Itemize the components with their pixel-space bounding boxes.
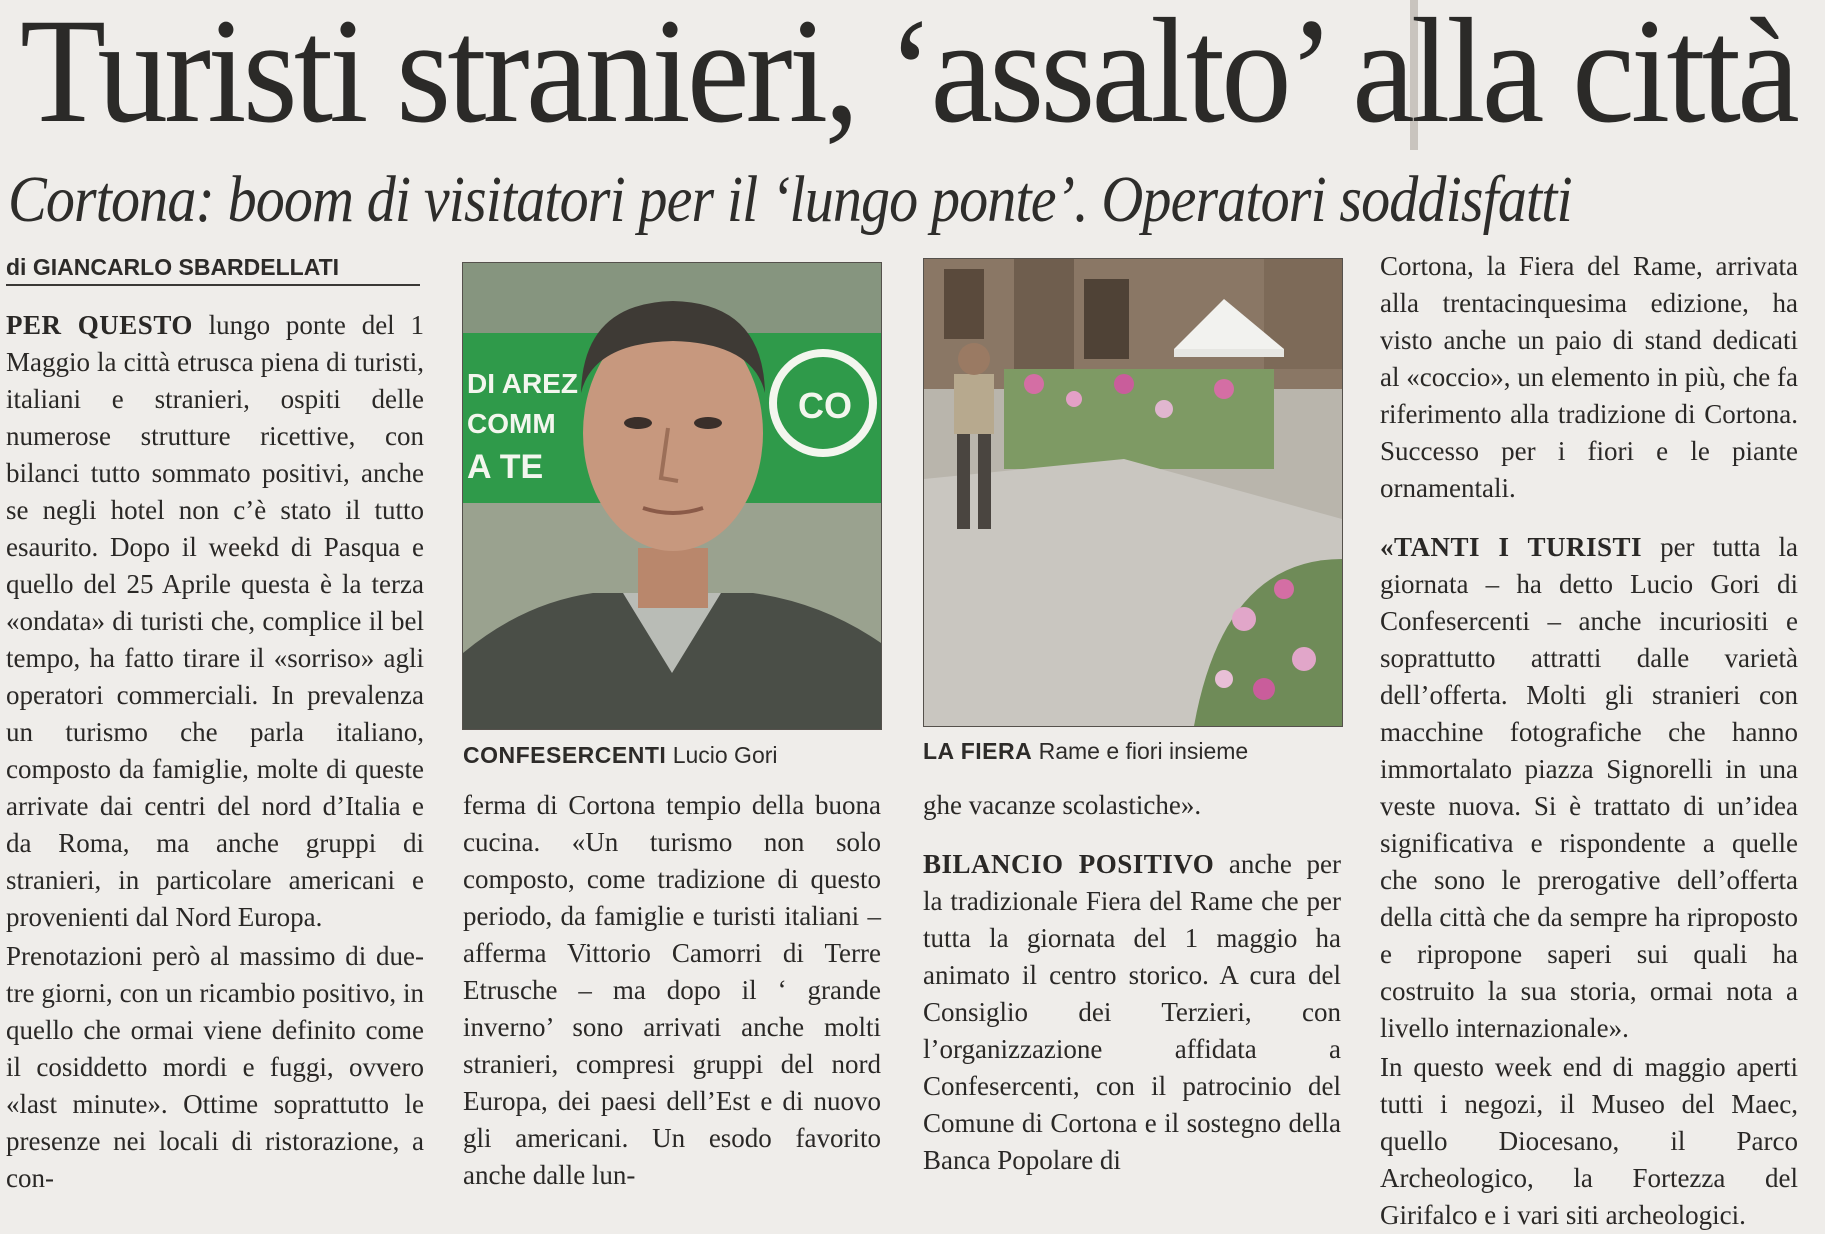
caption-lead: CONFESERCENTI — [463, 742, 667, 768]
paragraph — [463, 787, 881, 1194]
photo-caption-2 — [923, 738, 1248, 765]
paragraph-text: Prenotazioni però al massimo di due-tre giorni, con un ricambio positivo, in quello che ormai viene definito come il cosiddetto mordi e fuggi, ovvero «last minute». Ottime soprattutto le presenze nei locali di ristorazione, a con- — [6, 941, 424, 1193]
lead-in: BILANCIO POSITIVO — [923, 849, 1215, 879]
paragraph-text: Cortona, la Fiera del Rame, arrivata alla trentacinquesima edizione, ha visto anche un paio di stand dedicati al «coccio», un elemento in più, che fa riferimento alla tradizione di Cortona. Successo per i fiori e le piante ornamentali. — [1380, 251, 1798, 503]
photo-caption-1 — [463, 742, 778, 769]
lead-in: PER QUESTO — [6, 310, 193, 340]
paragraph — [1380, 1049, 1798, 1234]
article-column-3 — [923, 787, 1341, 1179]
banner-text-2: COMM — [467, 408, 556, 439]
banner-text-1: DI AREZ — [467, 368, 578, 399]
article-column-2 — [463, 787, 881, 1194]
portrait-photo — [462, 262, 882, 730]
fair-photo — [923, 258, 1343, 727]
portrait-illustration — [463, 263, 881, 729]
paragraph-text: lungo ponte del 1 Maggio la città etrusca piena di turisti, italiani e stranieri, ospiti delle numerose strutture ricettive, con bilanci tutto sommato positivi, anche se negli hotel non c’è stato il tutto esaurito. Dopo il weekd di Pasqua e quello del 25 Aprile questa è la terza «ondata» di turisti che, complice il bel tempo, ha fatto tirare il «sorriso» agli operatori commerciali. In prevalenza un turismo che parla italiano, composto da famiglie, molte di queste arrivate dai centri del nord d’Italia e da Roma, ma anche gruppi di stranieri, in particolare americani e provenienti dal Nord Europa. — [6, 310, 424, 932]
paragraph — [6, 307, 424, 936]
paragraph-text: ghe vacanze scolastiche». — [923, 790, 1202, 820]
byline: di GIANCARLO SBARDELLATI — [6, 254, 420, 286]
paragraph — [923, 787, 1341, 824]
caption-text: Lucio Gori — [672, 742, 778, 768]
paragraph — [1380, 248, 1798, 507]
caption-text: Rame e fiori insieme — [1038, 738, 1249, 764]
headline: Turisti stranieri, ‘assalto’ alla città — [20, 0, 1797, 154]
paragraph — [6, 938, 424, 1197]
paragraph-text: In questo week end di maggio aperti tutti i negozi, il Museo del Maec, quello Diocesano, il Parco Archeologico, la Fortezza del Girifalco e i vari siti archeologici. — [1380, 1052, 1798, 1230]
banner-logo: CO — [798, 385, 852, 426]
caption-lead: LA FIERA — [923, 738, 1033, 764]
article-column-4 — [1380, 248, 1798, 1234]
lead-in: «TANTI I TURISTI — [1380, 532, 1643, 562]
paragraph-text: ferma di Cortona tempio della buona cucina. «Un turismo non solo composto, come tradizione di questo periodo, da famiglie e turisti italiani – afferma Vittorio Camorri di Terre Etrusche – ma dopo il ‘ grande inverno’ sono arrivati anche molti stranieri, compresi gruppi del nord Europa, dei paesi dell’Est e di nuovo gli americani. Un esodo favorito anche dalle lun- — [463, 790, 881, 1190]
article-column-1 — [6, 307, 424, 1197]
paragraph — [923, 846, 1341, 1179]
paragraph-text: anche per la tradizionale Fiera del Rame che per tutta la giornata del 1 maggio ha animato il centro storico. A cura del Consiglio dei Terzieri, con l’organizzazione affidata a Confesercenti, con il patrocinio del Comune di Cortona e il sostegno della Banca Popolare di — [923, 849, 1341, 1175]
fair-illustration — [924, 259, 1342, 726]
paragraph — [1380, 529, 1798, 1047]
banner-text-3: A TE — [467, 448, 544, 486]
subtitle: Cortona: boom di visitatori per il ‘lungo ponte’. Operatori soddisfatti — [8, 163, 1572, 236]
paragraph-text: per tutta la giornata – ha detto Lucio Gori di Confesercenti – anche incuriositi e soprattutto attratti dalle varietà dell’offerta. Molti gli stranieri con macchine fotografiche che hanno immortalato piazza Signorelli in una veste nuova. Si è trattato di un’idea significativa e rispondente a quelle che sono le prerogative dell’offerta della città che da sempre ha riproposto e ripropone saperi sui quali ha costruito la sua storia, ormai nota a livello internazionale». — [1380, 532, 1798, 1043]
